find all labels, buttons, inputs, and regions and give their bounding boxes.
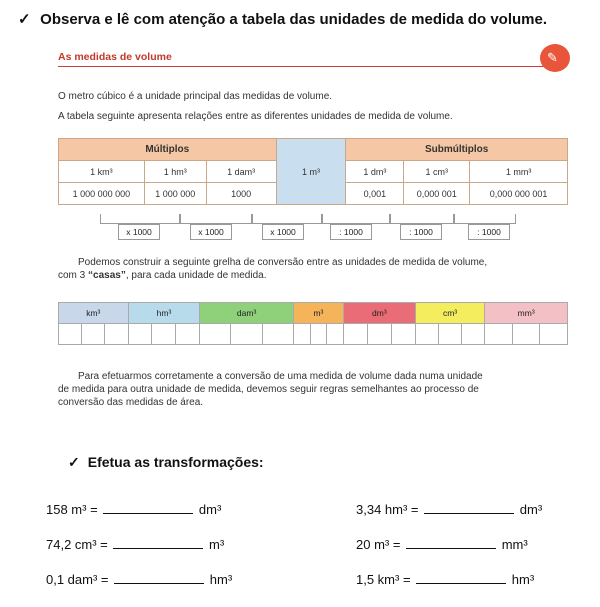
answer-blank[interactable] <box>114 572 204 584</box>
factor-label: : 1000 <box>468 224 510 240</box>
paragraph-text: com 3 <box>58 270 89 281</box>
grid-unit-header: dm³ <box>343 303 415 324</box>
exercise-prompt: 158 m³ = <box>46 502 98 517</box>
unit-cell-dam3: 1 dam³ <box>206 161 276 183</box>
grid-cell[interactable] <box>438 324 461 345</box>
volume-units-table <box>58 138 568 205</box>
paragraph-grid-intro-cont <box>58 269 267 282</box>
grid-cell[interactable] <box>327 324 344 345</box>
factor-label: : 1000 <box>400 224 442 240</box>
answer-blank[interactable] <box>406 537 496 549</box>
paragraph-conversion-rule-2: de medida para outra unidade de medida, devemos seguir regras semelhantes ao processo de <box>58 384 479 395</box>
grid-cell[interactable] <box>128 324 152 345</box>
conversion-bracket <box>454 214 516 224</box>
grid-cell[interactable] <box>391 324 415 345</box>
factor-label: x 1000 <box>190 224 232 240</box>
grid-unit-header: cm³ <box>415 303 485 324</box>
check-icon: ✓ <box>68 454 80 470</box>
exercise-prompt: 3,34 hm³ = <box>356 502 419 517</box>
exercise-item <box>356 537 528 552</box>
exercise-prompt: 74,2 cm³ = <box>46 537 108 552</box>
paragraph-table-intro: A tabela seguinte apresenta relações entre as diferentes unidades de medida de volume. <box>58 111 453 122</box>
paragraph-conversion-rule-1: Para efetuarmos corretamente a conversão de uma medida de volume dada numa unidade <box>78 371 483 382</box>
title-text: Observa e lê com atenção a tabela das unidades de medida do volume. <box>40 11 548 28</box>
page-title <box>18 10 547 28</box>
grid-cell[interactable] <box>176 324 200 345</box>
exercise-item <box>356 502 542 517</box>
value-cell-cm3: 0,000 001 <box>404 183 470 205</box>
value-cell-km3: 1 000 000 000 <box>59 183 145 205</box>
paragraph-conversion-rule-3: conversão das medidas de área. <box>58 397 204 408</box>
grid-unit-header: m³ <box>293 303 343 324</box>
exercise-prompt: 20 m³ = <box>356 537 401 552</box>
grid-cell[interactable] <box>343 324 367 345</box>
submultiples-header: Submúltiplos <box>346 139 568 161</box>
conversion-grid <box>58 302 568 345</box>
paragraph-grid-intro: Podemos construir a seguinte grelha de conversão entre as unidades de medida de volume, <box>78 257 488 268</box>
answer-blank[interactable] <box>113 537 203 549</box>
value-cell-dam3: 1000 <box>206 183 276 205</box>
value-cell-dm3: 0,001 <box>346 183 404 205</box>
grid-cell[interactable] <box>462 324 485 345</box>
conversion-bracket <box>390 214 454 224</box>
grid-cell[interactable] <box>59 324 82 345</box>
exercise-item <box>356 572 534 587</box>
unit-cell-km3: 1 km³ <box>59 161 145 183</box>
unit-cell-mm3: 1 mm³ <box>470 161 568 183</box>
grid-cell[interactable] <box>540 324 568 345</box>
conversion-bracket <box>252 214 322 224</box>
exercise-item <box>46 502 221 517</box>
value-cell-hm3: 1 000 000 <box>144 183 206 205</box>
grid-cell[interactable] <box>415 324 438 345</box>
unit-cell-cm3: 1 cm³ <box>404 161 470 183</box>
section-label: As medidas de volume <box>58 51 172 63</box>
answer-blank[interactable] <box>424 502 514 514</box>
multiples-header: Múltiplos <box>59 139 277 161</box>
grid-unit-header: dam³ <box>200 303 293 324</box>
section-divider <box>58 66 556 67</box>
conversion-bracket <box>322 214 390 224</box>
factor-label: x 1000 <box>262 224 304 240</box>
value-cell-mm3: 0,000 000 001 <box>470 183 568 205</box>
grid-cell[interactable] <box>293 324 310 345</box>
grid-cell[interactable] <box>231 324 262 345</box>
exercise-prompt: 1,5 km³ = <box>356 572 411 587</box>
grid-cell[interactable] <box>485 324 513 345</box>
paragraph-principal-unit: O metro cúbico é a unidade principal das medidas de volume. <box>58 91 333 102</box>
exercise-unit: dm³ <box>198 502 222 517</box>
exercise-item <box>46 537 224 552</box>
grid-cell[interactable] <box>105 324 128 345</box>
answer-blank[interactable] <box>103 502 193 514</box>
exercise-unit: hm³ <box>209 572 233 587</box>
grid-unit-header: km³ <box>59 303 129 324</box>
paragraph-bold-text: “casas” <box>88 270 126 281</box>
grid-cell[interactable] <box>310 324 327 345</box>
grid-cell[interactable] <box>367 324 391 345</box>
factor-label: x 1000 <box>118 224 160 240</box>
grid-cell[interactable] <box>200 324 231 345</box>
conversion-bracket <box>180 214 252 224</box>
unit-cell-dm3: 1 dm³ <box>346 161 404 183</box>
grid-cell[interactable] <box>262 324 293 345</box>
exercise-title <box>68 454 264 471</box>
exercise-prompt: 0,1 dam³ = <box>46 572 109 587</box>
grid-cell[interactable] <box>82 324 105 345</box>
answer-blank[interactable] <box>416 572 506 584</box>
exercise-unit: m³ <box>209 537 225 552</box>
paragraph-text: , para cada unidade de medida. <box>125 270 267 281</box>
section-badge-icon: ✎ <box>540 44 570 72</box>
grid-cell[interactable] <box>512 324 540 345</box>
factor-label: : 1000 <box>330 224 372 240</box>
unit-cell-m3: 1 m³ <box>276 139 346 205</box>
exercise-item <box>46 572 232 587</box>
grid-cell[interactable] <box>152 324 176 345</box>
conversion-bracket <box>100 214 180 224</box>
exercise-unit: hm³ <box>511 572 535 587</box>
check-icon: ✓ <box>18 11 31 28</box>
unit-cell-hm3: 1 hm³ <box>144 161 206 183</box>
exercise-unit: mm³ <box>501 537 528 552</box>
exercise-unit: dm³ <box>519 502 543 517</box>
section-header <box>30 44 570 70</box>
exercise-title-text: Efetua as transformações: <box>87 454 264 470</box>
grid-unit-header: hm³ <box>128 303 200 324</box>
grid-unit-header: mm³ <box>485 303 568 324</box>
